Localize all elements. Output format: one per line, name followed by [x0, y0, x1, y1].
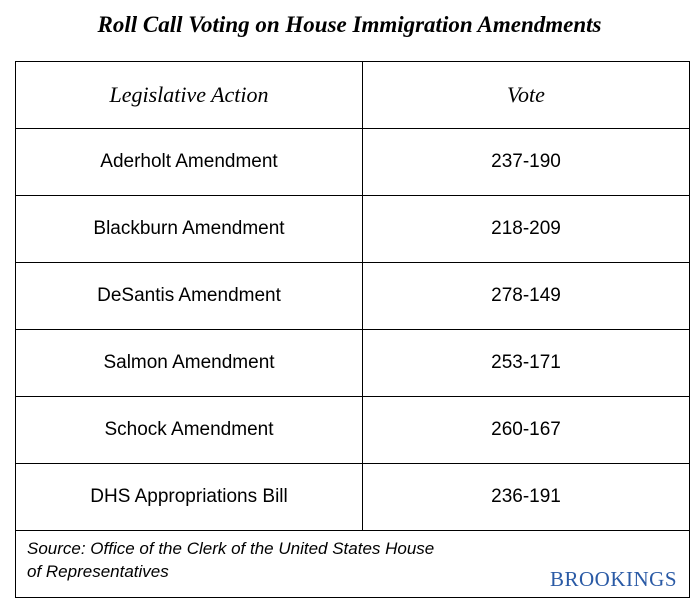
row-divider: [16, 530, 689, 531]
table-row-action: DeSantis Amendment: [97, 285, 281, 306]
page-title: Roll Call Voting on House Immigration Amendments: [97, 12, 602, 37]
brookings-logo: BROOKINGS: [549, 567, 677, 591]
table-row-vote: 236-191: [491, 486, 561, 507]
header-legislative-action: Legislative Action: [109, 82, 269, 107]
table-row-vote: 260-167: [491, 419, 561, 440]
table-row-action: Schock Amendment: [104, 419, 274, 440]
table-row-vote: 278-149: [491, 285, 561, 306]
votes-table: [15, 61, 690, 598]
table-row-action: Aderholt Amendment: [100, 151, 278, 172]
table-row-vote: 237-190: [491, 151, 561, 172]
table-row-action: DHS Appropriations Bill: [90, 486, 288, 507]
source-note: [27, 537, 527, 583]
table-row-action: Blackburn Amendment: [93, 218, 285, 239]
source-line-2: of Representatives: [27, 562, 169, 581]
table-row-action: Salmon Amendment: [103, 352, 275, 373]
source-line-1: Source: Office of the Clerk of the United States House: [27, 539, 435, 558]
table-row-vote: 253-171: [491, 352, 561, 373]
header-vote: Vote: [507, 82, 545, 107]
table-row-vote: 218-209: [491, 218, 561, 239]
